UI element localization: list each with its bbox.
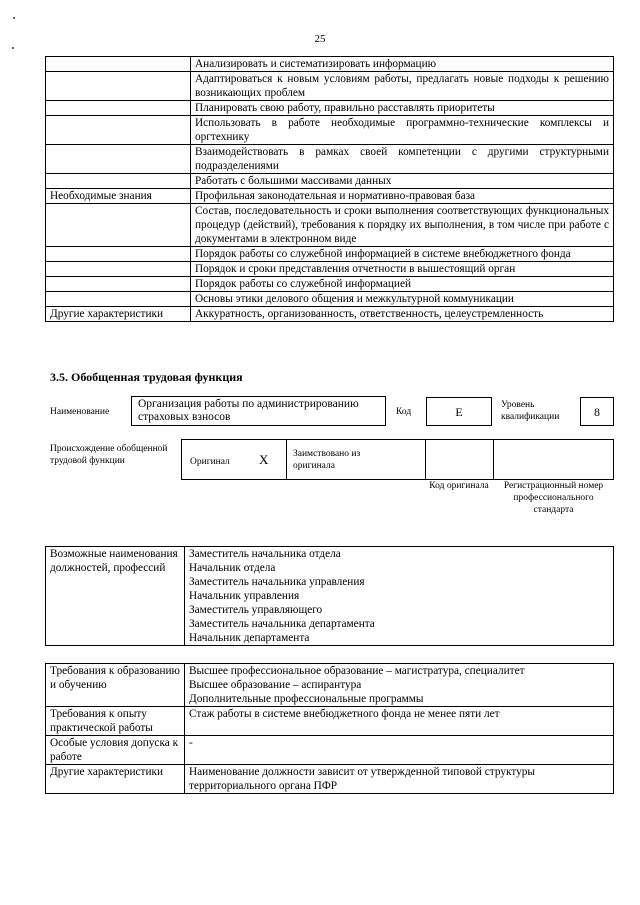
- section-title: 3.5. Обобщенная трудовая функция: [50, 370, 243, 384]
- row-value: Работать с большими массивами данных: [191, 174, 614, 189]
- origin-strip: [181, 439, 614, 480]
- row-label: [46, 277, 191, 292]
- position-item: Начальник управления: [185, 589, 614, 603]
- requirement-line: Наименование должности зависит от утвержденной типовой структуры территориального органа ПФР: [189, 766, 536, 792]
- requirement-value: [185, 765, 614, 794]
- table-row: [46, 765, 614, 794]
- divider: [286, 439, 287, 480]
- row-label: [46, 247, 191, 262]
- divider: [493, 439, 494, 480]
- table-row: [46, 247, 614, 262]
- table-row: [46, 707, 614, 736]
- row-value: Порядок и сроки представления отчетности в вышестоящий орган: [191, 262, 614, 277]
- position-item: Заместитель управляющего: [185, 603, 614, 617]
- requirement-line: -: [189, 737, 193, 749]
- row-label: [46, 204, 191, 247]
- positions-table: [45, 546, 614, 646]
- position-item: Начальник департамента: [185, 631, 614, 646]
- table-row: [46, 277, 614, 292]
- table-row: [46, 736, 614, 765]
- page-number: 25: [314, 33, 326, 45]
- position-item: Заместитель начальника управления: [185, 575, 614, 589]
- code-label: Код: [396, 407, 412, 417]
- row-label: [46, 145, 191, 174]
- table-row: [46, 174, 614, 189]
- table-row: [46, 664, 614, 707]
- code-original-caption: Код оригинала: [429, 481, 489, 491]
- code-box: [426, 397, 492, 426]
- row-value: Профильная законодательная и нормативно-правовая база: [191, 189, 614, 204]
- borrowed-label: Заимствовано из оригинала: [293, 449, 361, 471]
- requirement-value: [185, 664, 614, 707]
- row-label: [46, 116, 191, 145]
- reg-number-caption: Регистрационный номер профессионального стандарта: [503, 481, 604, 515]
- divider: [425, 439, 426, 480]
- row-value: Основы этики делового общения и межкультурной коммуникации: [191, 292, 614, 307]
- row-label: [46, 57, 191, 72]
- requirement-line: Стаж работы в системе внебюджетного фонда не менее пяти лет: [189, 708, 500, 720]
- row-value: Адаптироваться к новым условиям работы, предлагать новые подходы к решению возникающих проблем: [191, 72, 614, 101]
- requirement-label: Особые условия допуска к работе: [46, 736, 185, 765]
- position-item: Заместитель начальника отдела: [185, 547, 614, 562]
- table-row: [46, 101, 614, 116]
- origin-label: Происхождение обобщенной трудовой функции: [50, 444, 168, 466]
- table-row: [46, 292, 614, 307]
- requirements-table: [45, 663, 614, 794]
- row-value: Аккуратность, организованность, ответственность, целеустремленность: [191, 307, 614, 322]
- row-value: Взаимодействовать в рамках своей компетенции с другими структурными подразделениями: [191, 145, 614, 174]
- table-row: [46, 72, 614, 101]
- positions-label: Возможные наименования должностей, профессий: [46, 547, 185, 646]
- requirement-label: Другие характеристики: [46, 765, 185, 794]
- table-row: [46, 116, 614, 145]
- code-value: E: [455, 405, 463, 419]
- table-row: [46, 204, 614, 247]
- table-row: [46, 262, 614, 277]
- row-value: Состав, последовательность и сроки выполнения соответствующих функциональных процедур (действий), требования к порядку их выполнения, в том числе при работе с документами в электронном виде: [191, 204, 614, 247]
- row-label: [46, 72, 191, 101]
- row-value: Порядок работы со служебной информацией: [191, 277, 614, 292]
- requirement-label: Требования к образованию и обучению: [46, 664, 185, 707]
- level-label: Уровень квалификации: [501, 400, 560, 422]
- table-row: [46, 57, 614, 72]
- requirement-value: [185, 707, 614, 736]
- row-label: [46, 262, 191, 277]
- requirement-line: Высшее образование – аспирантура: [189, 679, 362, 691]
- requirement-value: [185, 736, 614, 765]
- scan-mark: [13, 17, 15, 19]
- skills-knowledge-table: [45, 56, 614, 322]
- function-name: Организация работы по администрированию страховых взносов: [138, 398, 359, 423]
- table-row: [46, 145, 614, 174]
- requirement-line: Высшее профессиональное образование – магистратура, специалитет: [189, 665, 525, 677]
- row-value: Порядок работы со служебной информацией в системе внебюджетного фонда: [191, 247, 614, 262]
- row-label: [46, 174, 191, 189]
- table-row: [46, 307, 614, 322]
- requirement-label: Требования к опыту практической работы: [46, 707, 185, 736]
- level-box: [580, 397, 614, 426]
- name-label: Наименование: [50, 407, 110, 417]
- original-label: Оригинал: [190, 457, 230, 467]
- original-mark: X: [259, 452, 269, 467]
- level-value: 8: [594, 405, 600, 419]
- row-label: Другие характеристики: [46, 307, 191, 322]
- table-row: [46, 189, 614, 204]
- row-value: Анализировать и систематизировать информацию: [191, 57, 614, 72]
- row-label: [46, 101, 191, 116]
- requirement-line: Дополнительные профессиональные программы: [189, 693, 424, 705]
- position-item: Заместитель начальника департамента: [185, 617, 614, 631]
- position-item: Начальник отдела: [185, 561, 614, 575]
- function-name-box: [131, 396, 386, 426]
- table-row: [46, 547, 614, 562]
- row-label: [46, 292, 191, 307]
- row-value: Использовать в работе необходимые программно-технические комплексы и оргтехнику: [191, 116, 614, 145]
- scan-mark: [12, 47, 14, 49]
- row-value: Планировать свою работу, правильно расставлять приоритеты: [191, 101, 614, 116]
- row-label: Необходимые знания: [46, 189, 191, 204]
